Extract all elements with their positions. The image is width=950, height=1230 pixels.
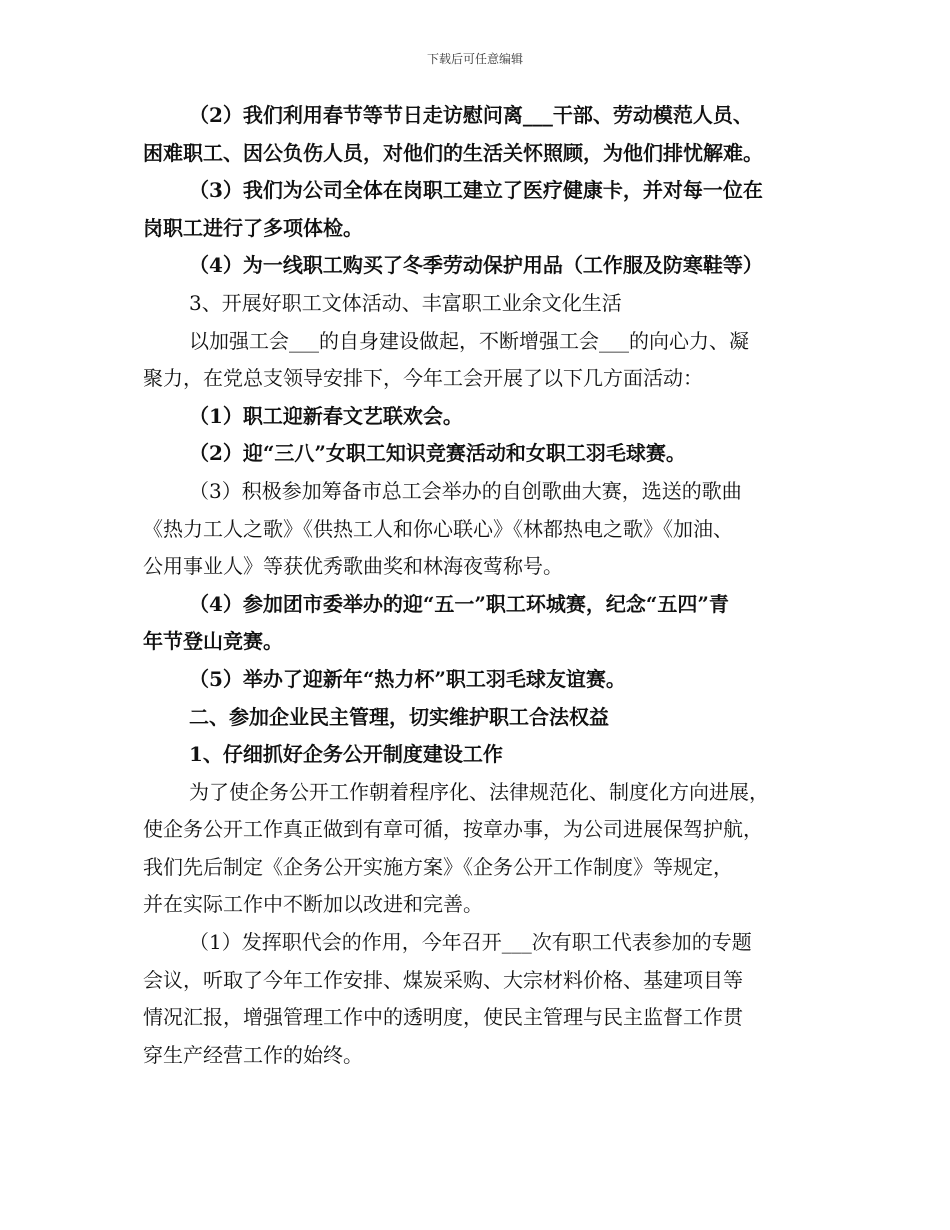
text-line: 情况汇报，增强管理工作中的透明度，使民主管理与民主监督工作贯 xyxy=(143,1005,743,1030)
text-line: 困难职工、因公负伤人员，对他们的生活关怀照顾，为他们排忧解难。 xyxy=(143,140,763,165)
text-line: 使企务公开工作真正做到有章可循，按章办事，为公司进展保驾护航， xyxy=(143,817,763,842)
page-header-note: 下载后可任意编辑 xyxy=(426,52,523,66)
text-line: 年节登山竞赛。 xyxy=(143,629,283,654)
text-line: （3）我们为公司全体在岗职工建立了医疗健康卡，并对每一位在 xyxy=(189,178,763,203)
text-line: （2）我们利用春节等节日走访慰问离___干部、劳动模范人员、 xyxy=(189,103,753,127)
text-line: 《热力工人之歌》《供热工人和你心联心》《林都热电之歌》《加油、 xyxy=(143,516,733,541)
paragraph xyxy=(143,661,813,699)
paragraph xyxy=(143,172,813,247)
paragraph xyxy=(143,247,813,285)
paragraph xyxy=(143,736,813,774)
paragraph xyxy=(143,699,813,737)
text-line: 我们先后制定《企务公开实施方案》《企务公开工作制度》等规定， xyxy=(143,854,733,879)
paragraph xyxy=(143,398,813,436)
text-line: 3、开展好职工文体活动、丰富职工业余文化生活 xyxy=(189,290,622,315)
paragraph xyxy=(143,473,813,586)
text-line: 二、参加企业民主管理，切实维护职工合法权益 xyxy=(189,704,609,729)
paragraph xyxy=(143,435,813,473)
paragraph xyxy=(143,97,813,172)
text-line: （4）为一线职工购买了冬季劳动保护用品（工作服及防寒鞋等） xyxy=(189,253,763,278)
text-line: （3）积极参加筹备市总工会举办的自创歌曲大赛，选送的歌曲 xyxy=(189,478,742,503)
text-line: 聚力，在党总支领导安排下，今年工会开展了以下几方面活动： xyxy=(143,366,703,391)
document-body xyxy=(143,97,813,1074)
text-line: 岗职工进行了多项体检。 xyxy=(143,215,363,240)
text-line: 为了使企务公开工作朝着程序化、法律规范化、制度化方向进展， xyxy=(189,779,769,804)
text-line: （1）职工迎新春文艺联欢会。 xyxy=(189,403,463,428)
text-line: （5）举办了迎新年“热力杯”职工羽毛球友谊赛。 xyxy=(189,666,626,691)
text-line: 会议，听取了今年工作安排、煤炭采购、大宗材料价格、基建项目等 xyxy=(143,967,743,992)
text-line: （2）迎“三八”女职工知识竞赛活动和女职工羽毛球赛。 xyxy=(189,441,686,466)
paragraph xyxy=(143,774,813,924)
text-line: 以加强工会___的自身建设做起，不断增强工会___的向心力、凝 xyxy=(189,328,749,353)
paragraph xyxy=(143,323,813,398)
text-line: 并在实际工作中不断加以改进和完善。 xyxy=(143,892,483,917)
text-line: 1、仔细抓好企务公开制度建设工作 xyxy=(189,742,503,767)
paragraph xyxy=(143,924,813,1074)
text-line: 公用事业人》等获优秀歌曲奖和林海夜莺称号。 xyxy=(143,554,563,579)
paragraph xyxy=(143,285,813,323)
text-line: 穿生产经营工作的始终。 xyxy=(143,1042,363,1067)
text-line: （1）发挥职代会的作用，今年召开___次有职工代表参加的专题 xyxy=(189,930,752,955)
paragraph xyxy=(143,586,813,661)
text-line: （4）参加团市委举办的迎“五一”职工环城赛，纪念“五四”青 xyxy=(189,591,729,616)
